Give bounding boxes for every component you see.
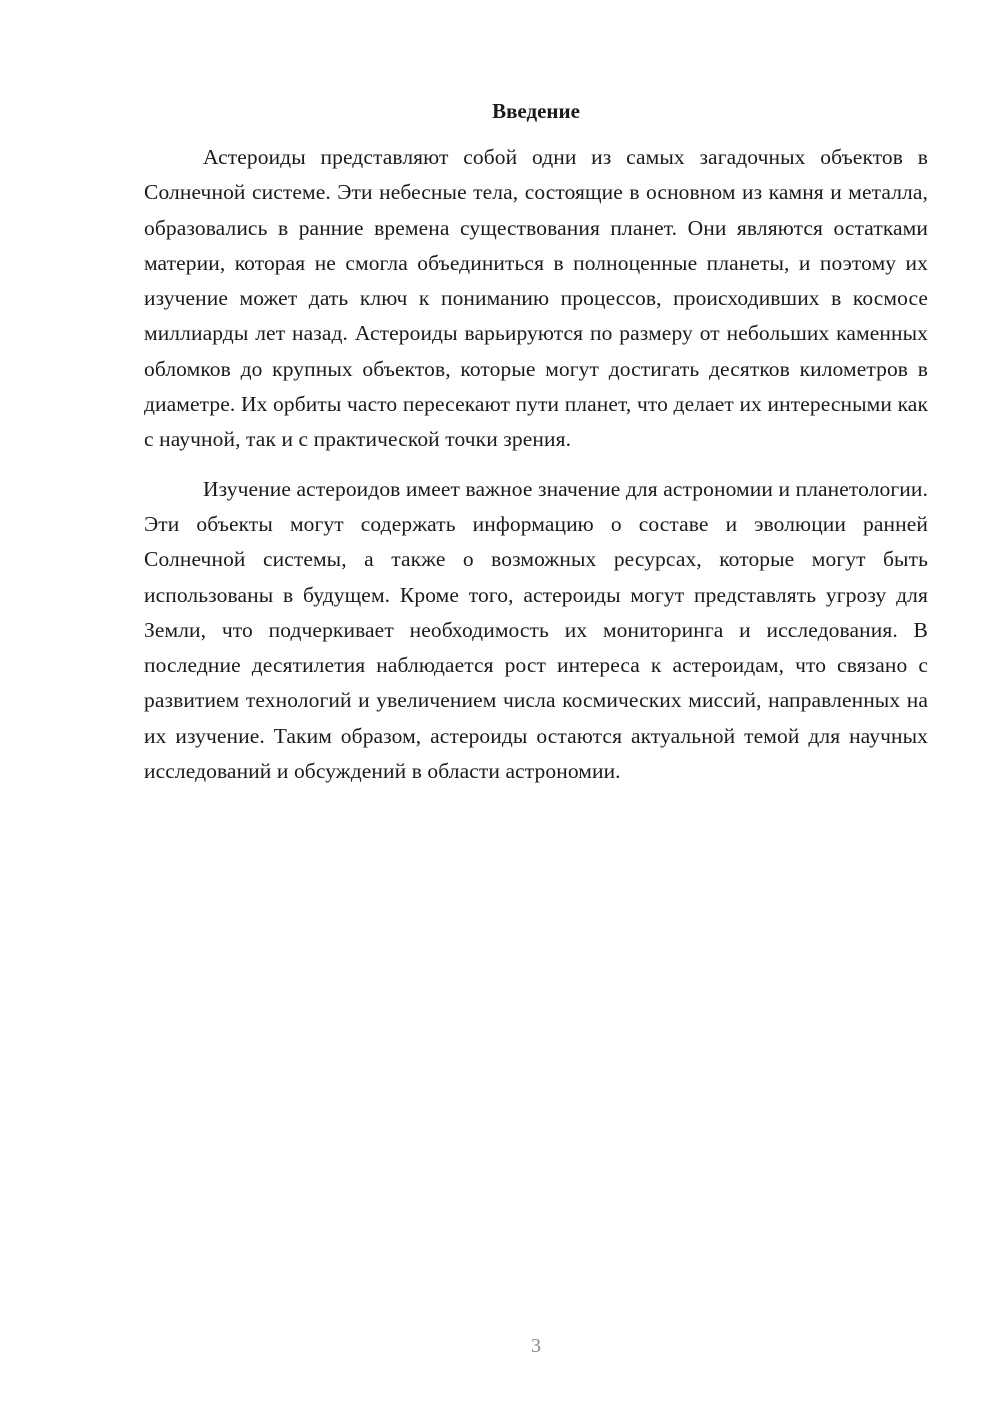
section-heading: Введение (492, 99, 580, 123)
page-number: 3 (531, 1335, 541, 1357)
page-content (144, 96, 928, 789)
paragraph-2: Изучение астероидов имеет важное значение для астрономии и планетологии. Эти объекты могут содержать информацию о составе и эволюции ранней Солнечной системы, а также о возможных ресурсах, которые могут быть использованы в будущем. Кроме того, астероиды могут представлять угрозу для Земли, что подчеркивает необходимость их мониторинга и исследования. В последние десятилетия наблюдается рост интереса к астероидам, что связано с развитием технологий и увеличением числа космических миссий, направленных на их изучение. Таким образом, астероиды остаются актуальной темой для научных исследований и обсуждений в области астрономии. (144, 476, 928, 784)
paragraph-1: Астероиды представляют собой одни из самых загадочных объектов в Солнечной системе. Эти небесные тела, состоящие в основном из камня и металла, образовались в ранние времена существования планет. Они являются остатками материи, которая не смогла объединиться в полноценные планеты, и поэтому их изучение может дать ключ к пониманию процессов, происходивших в космосе миллиарды лет назад. Астероиды варьируются по размеру от небольших каменных обломков до крупных объектов, которые могут достигать десятков километров в диаметре. Их орбиты часто пересекают пути планет, что делает их интересными как с научной, так и с практической точки зрения. (144, 145, 928, 452)
